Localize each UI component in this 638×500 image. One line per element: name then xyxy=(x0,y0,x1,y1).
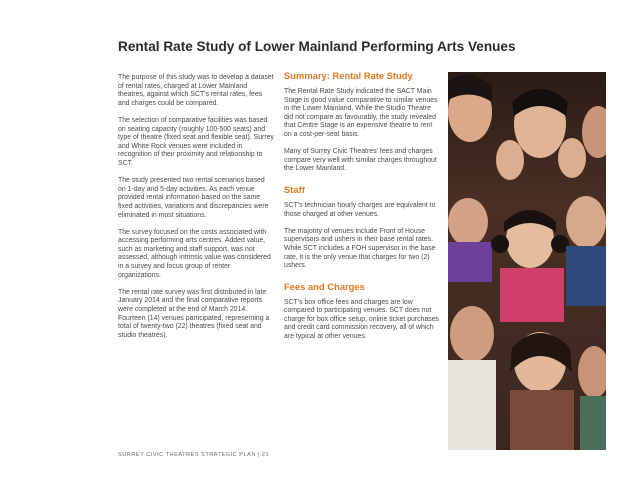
paragraph: The selection of comparative facilities was based on seating capacity (roughly 100-500 seats) and type of theatre (fixed seat and flexible seat). Surrey and White Rock venues were included in recognition of their proximity and relationship to SCT. xyxy=(118,116,274,167)
paragraph: The survey focused on the costs associated with accessing performing arts centres. Added value, such as marketing and staff support, was not assessed, although intrinsic value was considered in a survey and focus group of renter organizations. xyxy=(118,228,271,279)
paragraph: The purpose of this study was to develop a dataset of rental rates, charged at Lower Mainland theatres, against which SCT's rental rates, fees and charges could be compared. xyxy=(118,74,274,107)
summary-heading: Summary: Rental Rate Study xyxy=(284,70,413,81)
audience-photo xyxy=(448,72,606,450)
fees-heading: Fees and Charges xyxy=(284,280,365,292)
paragraph: The Rental Rate Study indicated the SACT Main Stage is good value comparative to similar venues in the Lower Mainland. While the Studio Theatre did not compare as favourably, the study revealed that Centre Stage is an expensive theatre to rent on a cost-per-seat basis. xyxy=(284,88,438,138)
audience-photo-illustration xyxy=(448,72,606,450)
middle-column xyxy=(284,70,440,350)
page-footer: SURREY CIVIC THEATRES STRATEGIC PLAN | 21 xyxy=(118,452,270,458)
page-title: Rental Rate Study of Lower Mainland Performing Arts Venues xyxy=(118,39,516,54)
paragraph: SCT's technician hourly charges are equivalent to those charged at other venues. xyxy=(284,201,436,218)
staff-heading: Staff xyxy=(284,183,305,195)
paragraph: The rental rate survey was first distributed in late January 2014 and the final comparative reports were completed at the end of March 2014. Fourteen (14) venues participated, representing a total of twenty-two (22) theatres (fixed seat and studio theatres). xyxy=(118,288,270,339)
paragraph: SCT's box office fees and charges are low compared to participating venues. SCT does not charge for box office setup, online ticket purchases and credit card commission recovery, all of which are typical at other venues. xyxy=(284,298,440,341)
paragraph: Many of Surrey Civic Theatres' fees and charges compare very well with similar charges throughout the Lower Mainland. xyxy=(284,148,437,173)
paragraph: The study presented two rental scenarios based on 1-day and 5-day activities. As each venue provided rental information based on the same fixed activities, variations and discrepancies were eliminated in most situations. xyxy=(118,177,269,219)
left-column xyxy=(118,74,274,349)
paragraph: The majority of venues include Front of House supervisors and ushers in their base rental rates. While SCT includes a FOH supervisor in the base rate, it is the only venue that charges for two (2) ushers. xyxy=(284,227,436,270)
